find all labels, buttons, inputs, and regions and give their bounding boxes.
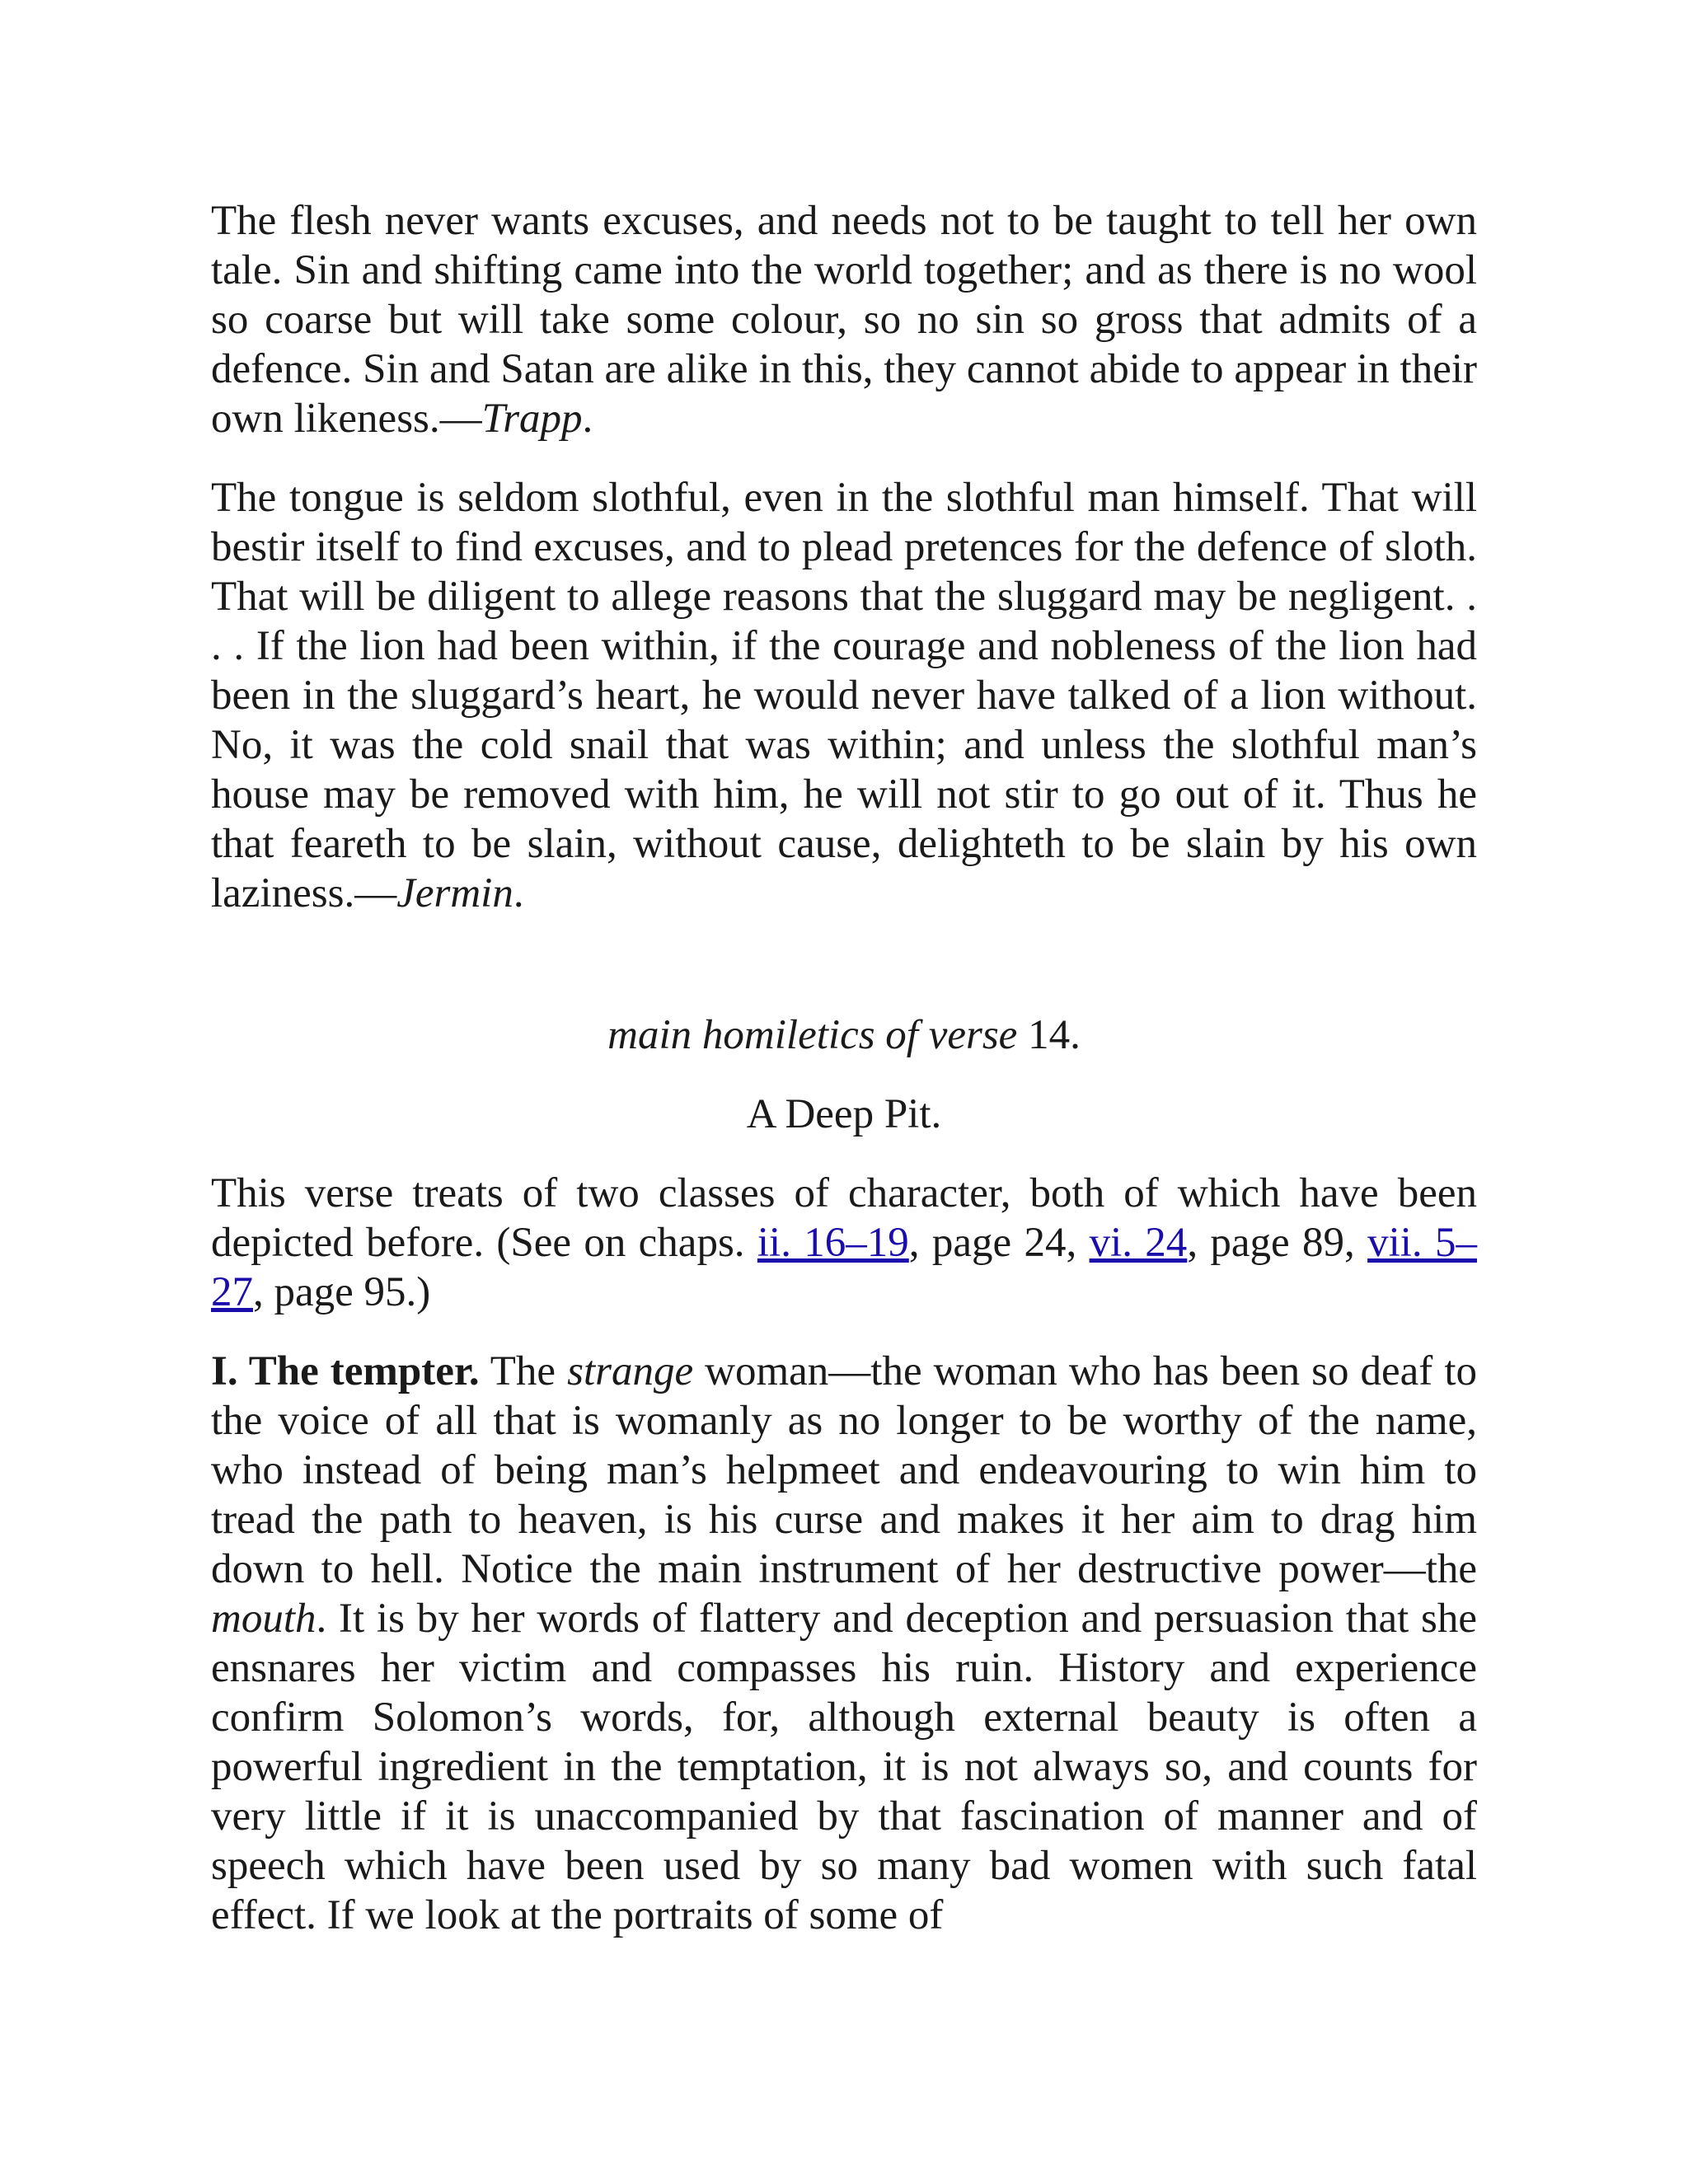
- paragraph-text: , page 24,: [908, 1220, 1090, 1266]
- paragraph-trapp-quote: [211, 196, 1477, 443]
- quote-author: Jermin: [396, 870, 513, 916]
- section-heading: [211, 1010, 1477, 1060]
- scripture-link-vi-24[interactable]: vi. 24: [1089, 1220, 1188, 1266]
- paragraph-end: .: [582, 396, 593, 442]
- scripture-link-ii-16-19[interactable]: ii. 16–19: [757, 1220, 909, 1266]
- emphasis-text: strange: [567, 1348, 694, 1394]
- paragraph-text: The flesh never wants excuses, and needs not to be taught to tell her own tale. Sin and shifting came into the world together; and as there is no wool so coarse but will take some colour, so no sin so gross that admits of a defence. Sin and Satan are alike in this, they cannot abide to appear in their own likeness.—: [211, 198, 1477, 442]
- paragraph-text: . It is by her words of flattery and deception and persuasion that she ensnares her victim and compasses his ruin. History and experience confirm Solomon’s words, for, although external beauty is often a powerful ingredient in the temptation, it is not always so, and counts for very little if it is unaccompanied by that fascination of manner and of speech which have been used by so many bad women with such fatal effect. If we look at the portraits of some of: [211, 1596, 1477, 1938]
- paragraph-intro: [211, 1169, 1477, 1317]
- section-heading-italic: main homiletics of verse: [607, 1012, 1018, 1058]
- section-heading-number: 14.: [1017, 1012, 1081, 1058]
- emphasis-text: mouth: [211, 1596, 316, 1642]
- section-spacer: [211, 918, 1477, 1010]
- quote-author: Trapp: [481, 396, 583, 442]
- paragraph-text: The: [479, 1348, 568, 1394]
- point-heading: I. The tempter.: [211, 1348, 480, 1394]
- paragraph-jermin-quote: [211, 473, 1477, 918]
- paragraph-tempter: [211, 1347, 1477, 1940]
- section-title: A Deep Pit.: [746, 1091, 942, 1137]
- paragraph-text: The tongue is seldom slothful, even in the slothful man himself. That will bestir itself to find excuses, and to plead pretences for the defence of sloth. That will be diligent to allege reasons that the sluggard may be negligent. . . . If the lion had been within, if the courage and nobleness of the lion had been in the sluggard’s heart, he would never have talked of a lion without. No, it was the cold snail that was within; and unless the slothful man’s house may be removed with him, he will not stir to go out of it. Thus he that feareth to be slain, without cause, delighteth to be slain by his own laziness.—: [211, 475, 1477, 916]
- paragraph-end: .: [513, 870, 524, 916]
- paragraph-text: , page 95.): [253, 1269, 431, 1315]
- paragraph-text: , page 89,: [1187, 1220, 1368, 1266]
- document-page: [211, 196, 1477, 1940]
- paragraph-text: This verse treats of two classes of character, both of which have been depicted before. (See on chaps.: [211, 1170, 1477, 1266]
- paragraph-text: woman—the woman who has been so deaf to the voice of all that is womanly as no longer to be worthy of the name, who instead of being man’s helpmeet and endeavouring to win him to tread the path to heaven, is his curse and makes it her aim to drag him down to hell. Notice the main instrument of her destructive power—the: [211, 1348, 1478, 1592]
- scripture-link-vii-5-27[interactable]: vii. 5–27: [211, 1220, 1477, 1315]
